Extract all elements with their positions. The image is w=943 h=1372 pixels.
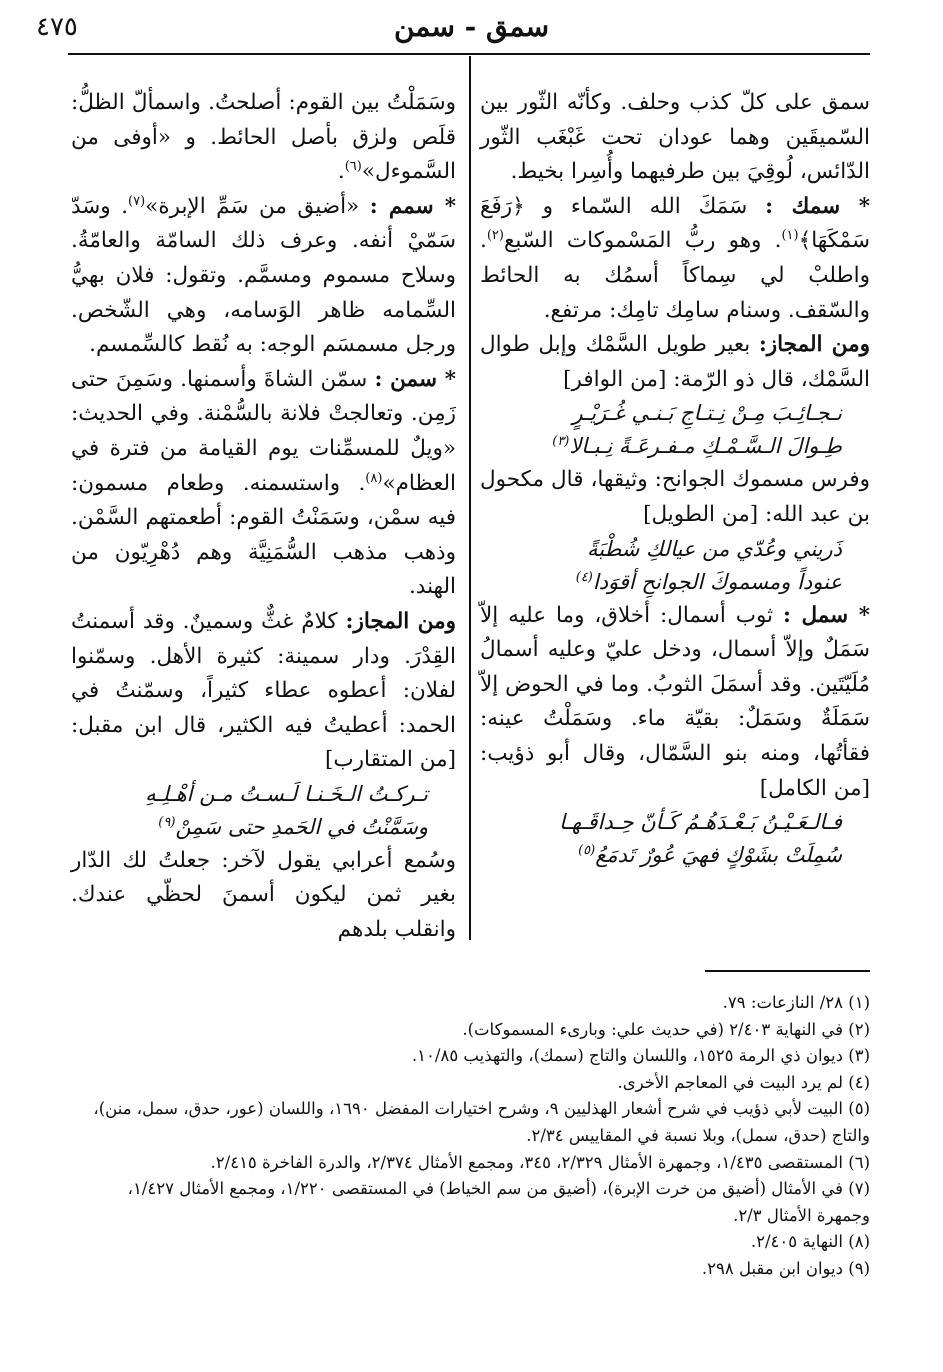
verse-line <box>71 778 456 811</box>
entry-paragraph <box>71 605 456 778</box>
entry-text: . <box>337 159 345 185</box>
entry-headword: * سمل : <box>782 602 870 628</box>
entry-text: وسُمع أعرابي يقول لآخر: جعلتُ لك الدّار بغير ثمن ليكون أسمنَ لحظّي عندك. وانقلب بلدهم <box>71 847 456 943</box>
entry-text: . واستسمنه. وطعام مسمون: فيه سمْن، وسَمَنْتُ القوم: أطعمتهم السَّمْن. وذهب مذهب السُّمَنِيَّة وهم دُهْرِيّون من الهند. <box>71 470 456 600</box>
verse-text: سُمِلَتْ بشَوْكٍ فهيَ عُورٌ تَدمَعُ <box>595 843 842 868</box>
entry-paragraph <box>71 86 456 190</box>
verse-line <box>480 397 870 430</box>
entry-headword: * سمك : <box>765 193 870 219</box>
entry-text: سمق على كلّ كذب وحلف. وكأنّه الثّور بين السّميقَين وهما عودان تحت غَبْغَب الثّور الدّائس، لُوقِيَ بين طرفيهما وأُسِرا بخيط. <box>480 90 870 185</box>
entry-text: . وهو ربُّ المَسْموكات السّبع <box>503 228 782 254</box>
page-header <box>0 0 943 56</box>
verse-text: عنوداً ومسموكَ الجوانحِ أقوَدا <box>592 569 842 594</box>
footnote: (٩) ديوان ابن مقبل ٢٩٨. <box>701 1258 870 1278</box>
footnote-ref: (٤) <box>575 569 593 585</box>
entry-headword: ومن المجاز: <box>345 608 457 634</box>
entry-paragraph <box>71 844 456 948</box>
entry-text: ثوب أسمال: أخلاق، وما عليه إلاّ سَمَلٌ وإلاّ أسمال، ودخل عليّ وعليه أسمالُ مُلَيّتَين. وقد أسمَلَ الثوبُ. وما في الحوض إلاّ سَمَلَةٌ وسَمَلٌ: بقيّة ماء. وسَمَلْتُ عينه: فقأتُها، ومنه بنو السَّمّال، وقال أبو ذؤيب: [من الكامل] <box>480 602 870 801</box>
entry-text: وفرس مسموك الجوانح: وثيقها، قال مكحول بن عبد الله: [من الطويل] <box>480 467 870 527</box>
entry-text: بعير طويل السَّمْك وإبل طوال السَّمْك، قال ذو الرّمة: [من الوافر] <box>480 332 870 392</box>
right-column <box>480 86 870 872</box>
footnote-ref: (١) <box>781 228 799 244</box>
entry-headword: * سمن : <box>374 366 456 392</box>
verse-text: تـركـتُ الـخَـنـا لَـسـتُ مـن أهْـلِـهِ <box>145 781 428 806</box>
page-number: ٤٧٥ <box>36 12 78 42</box>
footnote: (٥) البيت لأبي ذؤيب في شرح أشعار الهذليين ٩، وشرح اختيارات المفضل ١٦٩٠، واللسان (عور، حدق، سمل، منن)، والتاج (حدق، سمل)، وبلا نسبة في المقاييس ٢/٣٤. <box>93 1099 870 1145</box>
footnotes <box>70 990 870 1283</box>
entry-paragraph <box>71 190 456 363</box>
entry-paragraph <box>480 190 870 328</box>
footnote: (٢) في النهاية ٢/٤٠٣ (في حديث علي: وبارىء المسموكات). <box>462 1019 870 1039</box>
footnote-ref: (٩) <box>158 814 176 830</box>
footnote-rule <box>705 970 870 972</box>
entry-paragraph <box>71 363 456 605</box>
footnote-ref: (٢) <box>486 228 504 244</box>
verse-text: فـالـعَـيْـنُ بَـعْـدَهُـمُ كَـأنّ حِـداقَـهـا <box>559 810 842 835</box>
entry-text: . واطلبْ لي سِماكاً أسمُك به الحائط والسّقف. وسنام سامِك تامِك: مرتفع. <box>480 228 870 323</box>
verse-line <box>480 806 870 839</box>
entry-text: سمّن الشاةَ وأسمنها. وسَمِنَ حتى زَمِن. وتعالجتْ فلانة بالسُّمْنة. وفي الحديث: «ويلٌ للمسمِّنات يوم القيامة من فترة في العظام» <box>71 366 456 496</box>
entry-paragraph <box>480 463 870 532</box>
footnote-ref: (٨) <box>365 470 383 486</box>
running-title: سمق - سمن <box>393 10 550 43</box>
entry-text: «أضيق من سَمِّ الإبرة» <box>145 193 360 219</box>
footnote: (٨) النهاية ٢/٤٠٥. <box>750 1232 870 1252</box>
footnote-ref: (٣) <box>552 434 570 450</box>
footnote: (٦) المستقصى ١/٤٣٥، وجمهرة الأمثال ٢/٣٢٩، ٣٤٥، ومجمع الأمثال ٢/٣٧٤، والدرة الفاخرة ٢/٤١٥. <box>210 1152 870 1172</box>
header-rule <box>68 53 870 55</box>
entry-paragraph <box>480 599 870 807</box>
verse-line <box>480 430 870 463</box>
verse-line <box>71 811 456 844</box>
verse-line <box>480 566 870 599</box>
footnote: (٧) في الأمثال (أضيق من خرت الإبرة)، (أضيق من سم الخياط) في المستقصى ١/٢٢٠، ومجمع الأمثال ١/٤٢٧، وجمهرة الأمثال ٢/٣. <box>127 1179 870 1225</box>
entry-text: . وسَدّ سَمّيْ أنفه. وعرف ذلك السامّة والعامّةُ. وسلاح مسموم ومسمَّم. وتقول: فلان بهيُّ السِّمامه ظاهر الوَسامه، وهي الشّخص. ورجل مسمسَم الوجه: به نُقط كالسِّمسم. <box>71 193 456 358</box>
verse-text: نـجـائِـبَ مِـنْ نِـتـاجِ بَـنـي غُـرَيْـرٍ <box>572 401 842 426</box>
verse-text: ذَريني وعُدّي من عيالكِ شُطْبَةً <box>586 536 842 561</box>
entry-headword: ومن المجاز: <box>758 332 871 358</box>
verse-text: وسَمَّنْتُ في الحَمدِ حتى سَمِنْ <box>175 814 428 839</box>
footnote-ref: (٧) <box>128 193 146 209</box>
footnote: (١) ٢٨/ النازعات: ٧٩. <box>722 993 870 1012</box>
verse-line <box>480 839 870 872</box>
verse-text: طِـوالَ الـسَّـمْـكِ مـفـرعَـةً نِـبـالا <box>569 434 842 459</box>
entry-headword: * سمم : <box>369 193 456 219</box>
verse-line <box>480 533 870 566</box>
column-divider <box>469 56 471 940</box>
footnote: (٣) ديوان ذي الرمة ١٥٢٥، واللسان والتاج (سمك)، والتهذيب ١٠/٨٥. <box>411 1046 870 1066</box>
footnote-ref: (٦) <box>344 159 362 175</box>
footnote-ref: (٥) <box>578 843 596 859</box>
entry-text: كلامٌ غثٌّ وسمينٌ. وقد أسمنتُ القِدْرَ. ودار سمينة: كثيرة الأهل. وسمّنوا لفلان: أعطوه عطاء كثيراً، وسمّنتُ في الحمد: أعطيتُ فيه الكثير، قال ابن مقبل: [من المتقارب] <box>71 608 456 773</box>
entry-paragraph <box>480 328 870 397</box>
entry-paragraph <box>480 86 870 190</box>
entry-text: وسَمَلْتُ بين القوم: أصلحتُ. واسمألّ الظلُّ: قلَص ولزق بأصل الحائط. و «أوفى من السَّموءل» <box>71 90 456 185</box>
left-column <box>71 86 456 948</box>
footnote: (٤) لم يرد البيت في المعاجم الأخرى. <box>617 1072 870 1092</box>
entry-text: سَمَكَ الله السّماء و ﴿رَفَعَ سَمْكَهَا﴾ <box>480 193 870 254</box>
